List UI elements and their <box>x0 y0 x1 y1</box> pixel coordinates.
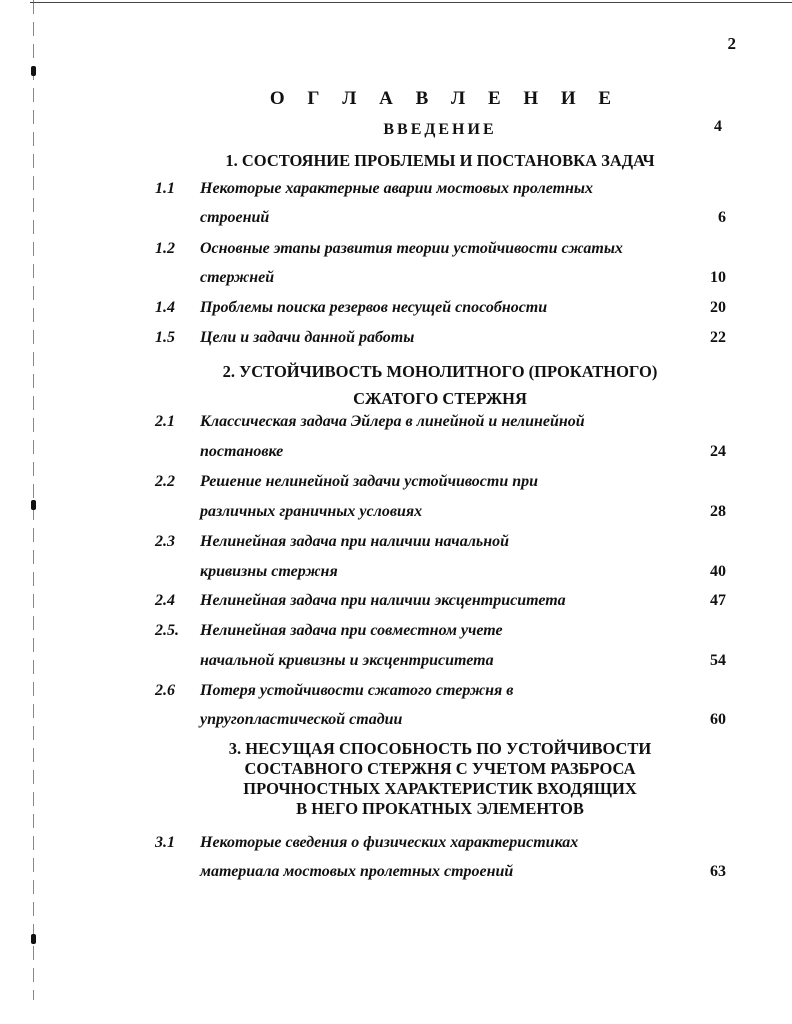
entry-page: 28 <box>710 503 726 520</box>
chapter-3-heading <box>0 739 792 819</box>
chapter-line: СОСТАВНОГО СТЕРЖНЯ С УЧЕТОМ РАЗБРОСА <box>244 759 636 778</box>
entry-number: 1.5 <box>155 329 175 346</box>
entry-number: 2.4 <box>155 592 175 609</box>
entry-page: 24 <box>710 443 726 460</box>
entry-page: 40 <box>710 563 726 580</box>
entry-title: Основные этапы развития теории устойчивости сжатых <box>200 240 623 257</box>
entry-title: Цели и задачи данной работы <box>200 329 415 346</box>
entry-title: Нелинейная задача при наличии эксцентриситета <box>200 592 566 609</box>
entry-page: 22 <box>710 329 726 346</box>
entry-number: 2.6 <box>155 682 175 699</box>
entry-title-cont: различных граничных условиях <box>200 503 423 520</box>
scan-mark <box>31 66 36 76</box>
entry-page: 63 <box>710 863 726 880</box>
intro-page-number: 4 <box>714 118 722 135</box>
entry-title: Некоторые характерные аварии мостовых пролетных <box>200 180 594 197</box>
entry-title: Некоторые сведения о физических характеристиках <box>200 834 579 851</box>
entry-title-cont: материала мостовых пролетных строений <box>200 863 514 880</box>
entry-title-cont: стержней <box>200 269 275 286</box>
entry-page: 47 <box>710 592 726 609</box>
chapter-1-heading <box>0 151 792 171</box>
entry-number: 1.4 <box>155 299 175 316</box>
entry-title: Проблемы поиска резервов несущей способности <box>200 299 548 316</box>
scan-mark <box>31 500 36 510</box>
entry-title-cont: начальной кривизны и эксцентриситета <box>200 652 494 669</box>
chapter-line: 1. СОСТОЯНИЕ ПРОБЛЕМЫ И ПОСТАНОВКА ЗАДАЧ <box>225 151 655 170</box>
top-border-line <box>30 2 792 3</box>
page-number: 2 <box>727 34 736 53</box>
entry-title-cont: строений <box>200 209 270 226</box>
entry-number: 1.1 <box>155 180 175 197</box>
entry-number: 2.5. <box>155 622 179 639</box>
entry-page: 20 <box>710 299 726 316</box>
entry-number: 2.2 <box>155 473 175 490</box>
entry-title-cont: постановке <box>200 443 284 460</box>
chapter-line: 2. УСТОЙЧИВОСТЬ МОНОЛИТНОГО (ПРОКАТНОГО) <box>222 362 658 381</box>
entry-number: 2.3 <box>155 533 175 550</box>
chapter-line: ПРОЧНОСТНЫХ ХАРАКТЕРИСТИК ВХОДЯЩИХ <box>243 779 637 798</box>
toc-title: О Г Л А В Л Е Н И Е <box>269 88 621 109</box>
entry-title-cont: кривизны стержня <box>200 563 338 580</box>
entry-title: Классическая задача Эйлера в линейной и нелинейной <box>200 413 585 430</box>
scan-mark <box>31 934 36 944</box>
chapter-line: СЖАТОГО СТЕРЖНЯ <box>353 389 527 408</box>
entry-title: Нелинейная задача при совместном учете <box>200 622 503 639</box>
entry-page: 60 <box>710 711 726 728</box>
entry-title-cont: упругопластической стадии <box>200 711 403 728</box>
entry-number: 1.2 <box>155 240 175 257</box>
chapter-2-heading <box>0 358 792 412</box>
chapter-line: 3. НЕСУЩАЯ СПОСОБНОСТЬ ПО УСТОЙЧИВОСТИ <box>228 739 652 758</box>
entry-page: 54 <box>710 652 726 669</box>
entry-page: 6 <box>718 209 726 226</box>
entry-title: Решение нелинейной задачи устойчивости при <box>200 473 539 490</box>
chapter-line: В НЕГО ПРОКАТНЫХ ЭЛЕМЕНТОВ <box>296 799 584 818</box>
entry-title: Потеря устойчивости сжатого стержня в <box>200 682 514 699</box>
entry-number: 2.1 <box>155 413 175 430</box>
intro-heading: ВВЕДЕНИЕ <box>383 121 497 138</box>
entry-number: 3.1 <box>155 834 175 851</box>
entry-title: Нелинейная задача при наличии начальной <box>200 533 509 550</box>
entry-page: 10 <box>710 269 726 286</box>
